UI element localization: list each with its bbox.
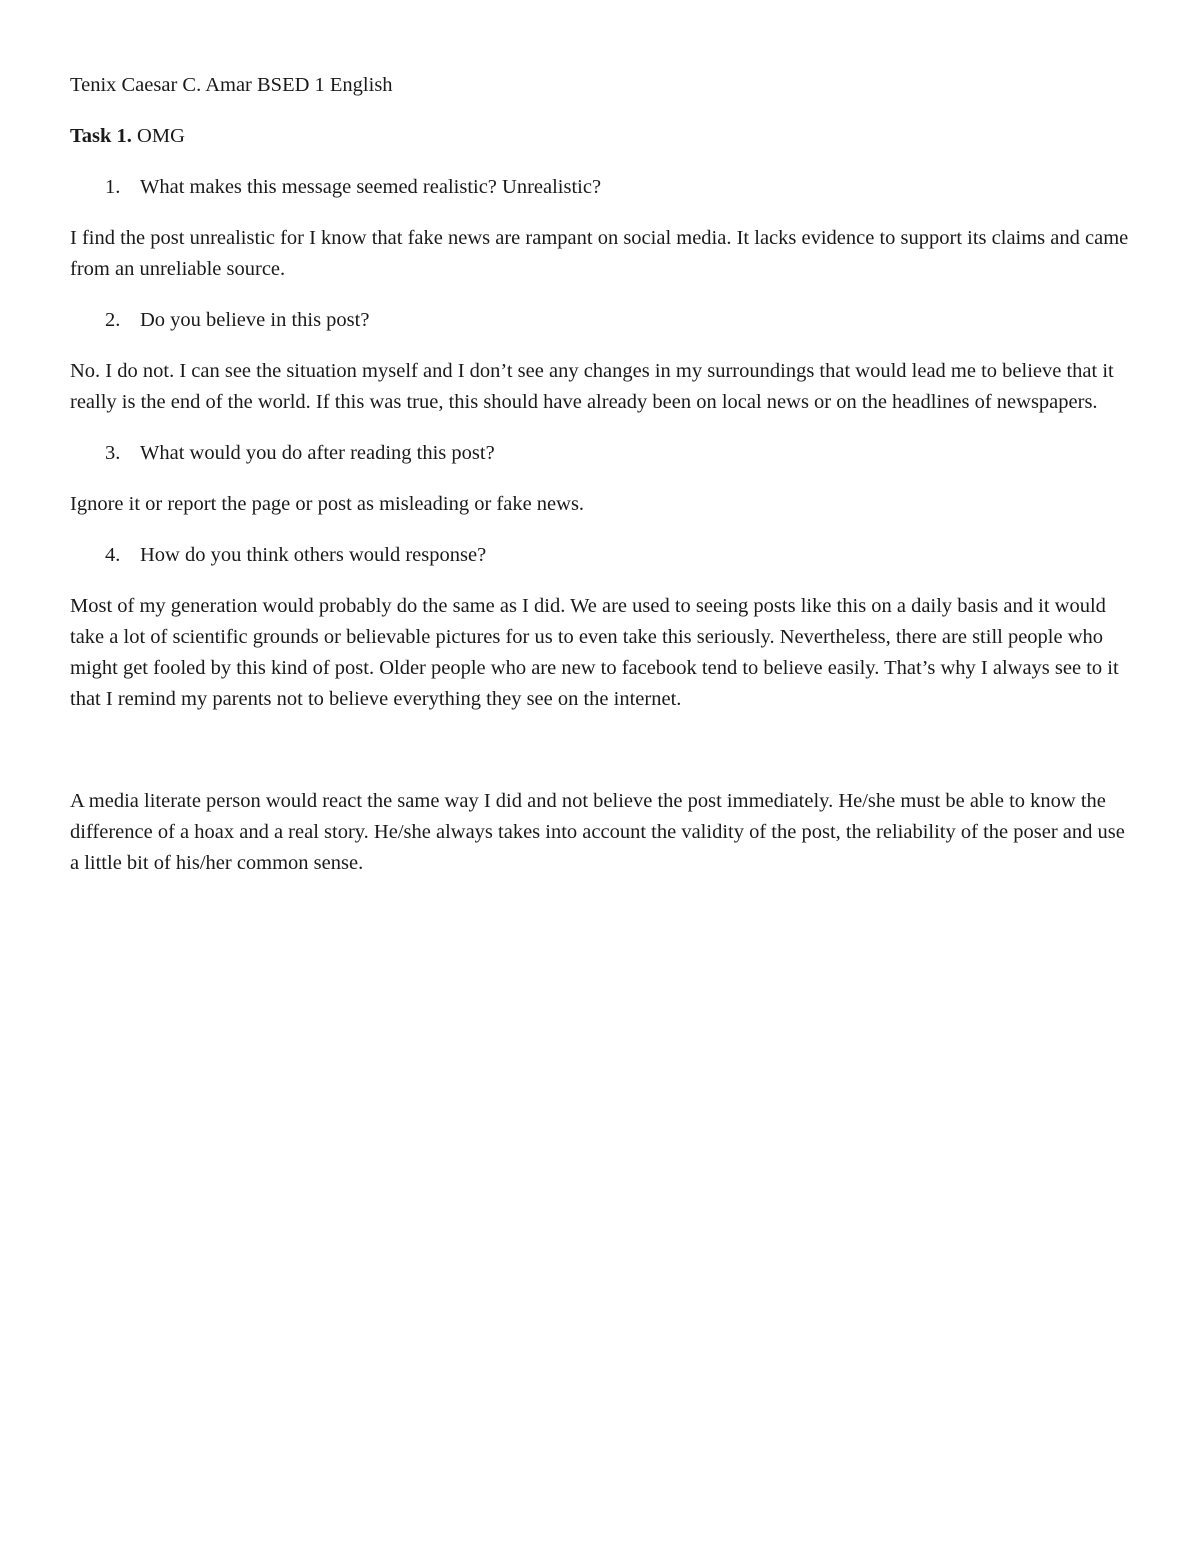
answer-4: Most of my generation would probably do the same as I did. We are used to seeing posts like this on a daily basis and it would take a lot of scientific grounds or believable pictures for us to even take this seriously. Nevertheless, there are still people who might get fooled by this kind of post. Older people who are new to facebook tend to believe easily. That’s why I always see to it that I remind my parents not to believe everything they see on the internet. [70,595,1119,710]
task-title: OMG [137,125,185,147]
task-heading [70,121,1132,152]
task-label: Task 1. [70,125,132,147]
question-text: Do you believe in this post? [140,309,370,331]
question-3 [105,438,1132,469]
conclusion-paragraph: A media literate person would react the same way I did and not believe the post immediately. He/she must be able to know the difference of a hoax and a real story. He/she always takes into account the validity of the post, the reliability of the poser and use a little bit of his/her common sense. [70,790,1125,874]
question-number: 2. [105,309,121,331]
answer-2: No. I do not. I can see the situation myself and I don’t see any changes in my surroundings that would lead me to believe that it really is the end of the world. If this was true, this should have already been on local news or on the headlines of newspapers. [70,360,1114,413]
question-text: What would you do after reading this post? [140,442,495,464]
question-number: 4. [105,544,121,566]
question-2 [105,305,1132,336]
student-header: Tenix Caesar C. Amar BSED 1 English [70,74,393,96]
question-4 [105,540,1132,571]
document-body [70,70,1132,899]
question-text: How do you think others would response? [140,544,487,566]
answer-3: Ignore it or report the page or post as misleading or fake news. [70,493,585,515]
question-number: 3. [105,442,121,464]
question-text: What makes this message seemed realistic? Unrealistic? [140,176,602,198]
question-number: 1. [105,176,121,198]
paragraph-spacer [70,735,1132,786]
question-1 [105,172,1132,203]
answer-1: I find the post unrealistic for I know that fake news are rampant on social media. It lacks evidence to support its claims and came from an unreliable source. [70,227,1129,280]
